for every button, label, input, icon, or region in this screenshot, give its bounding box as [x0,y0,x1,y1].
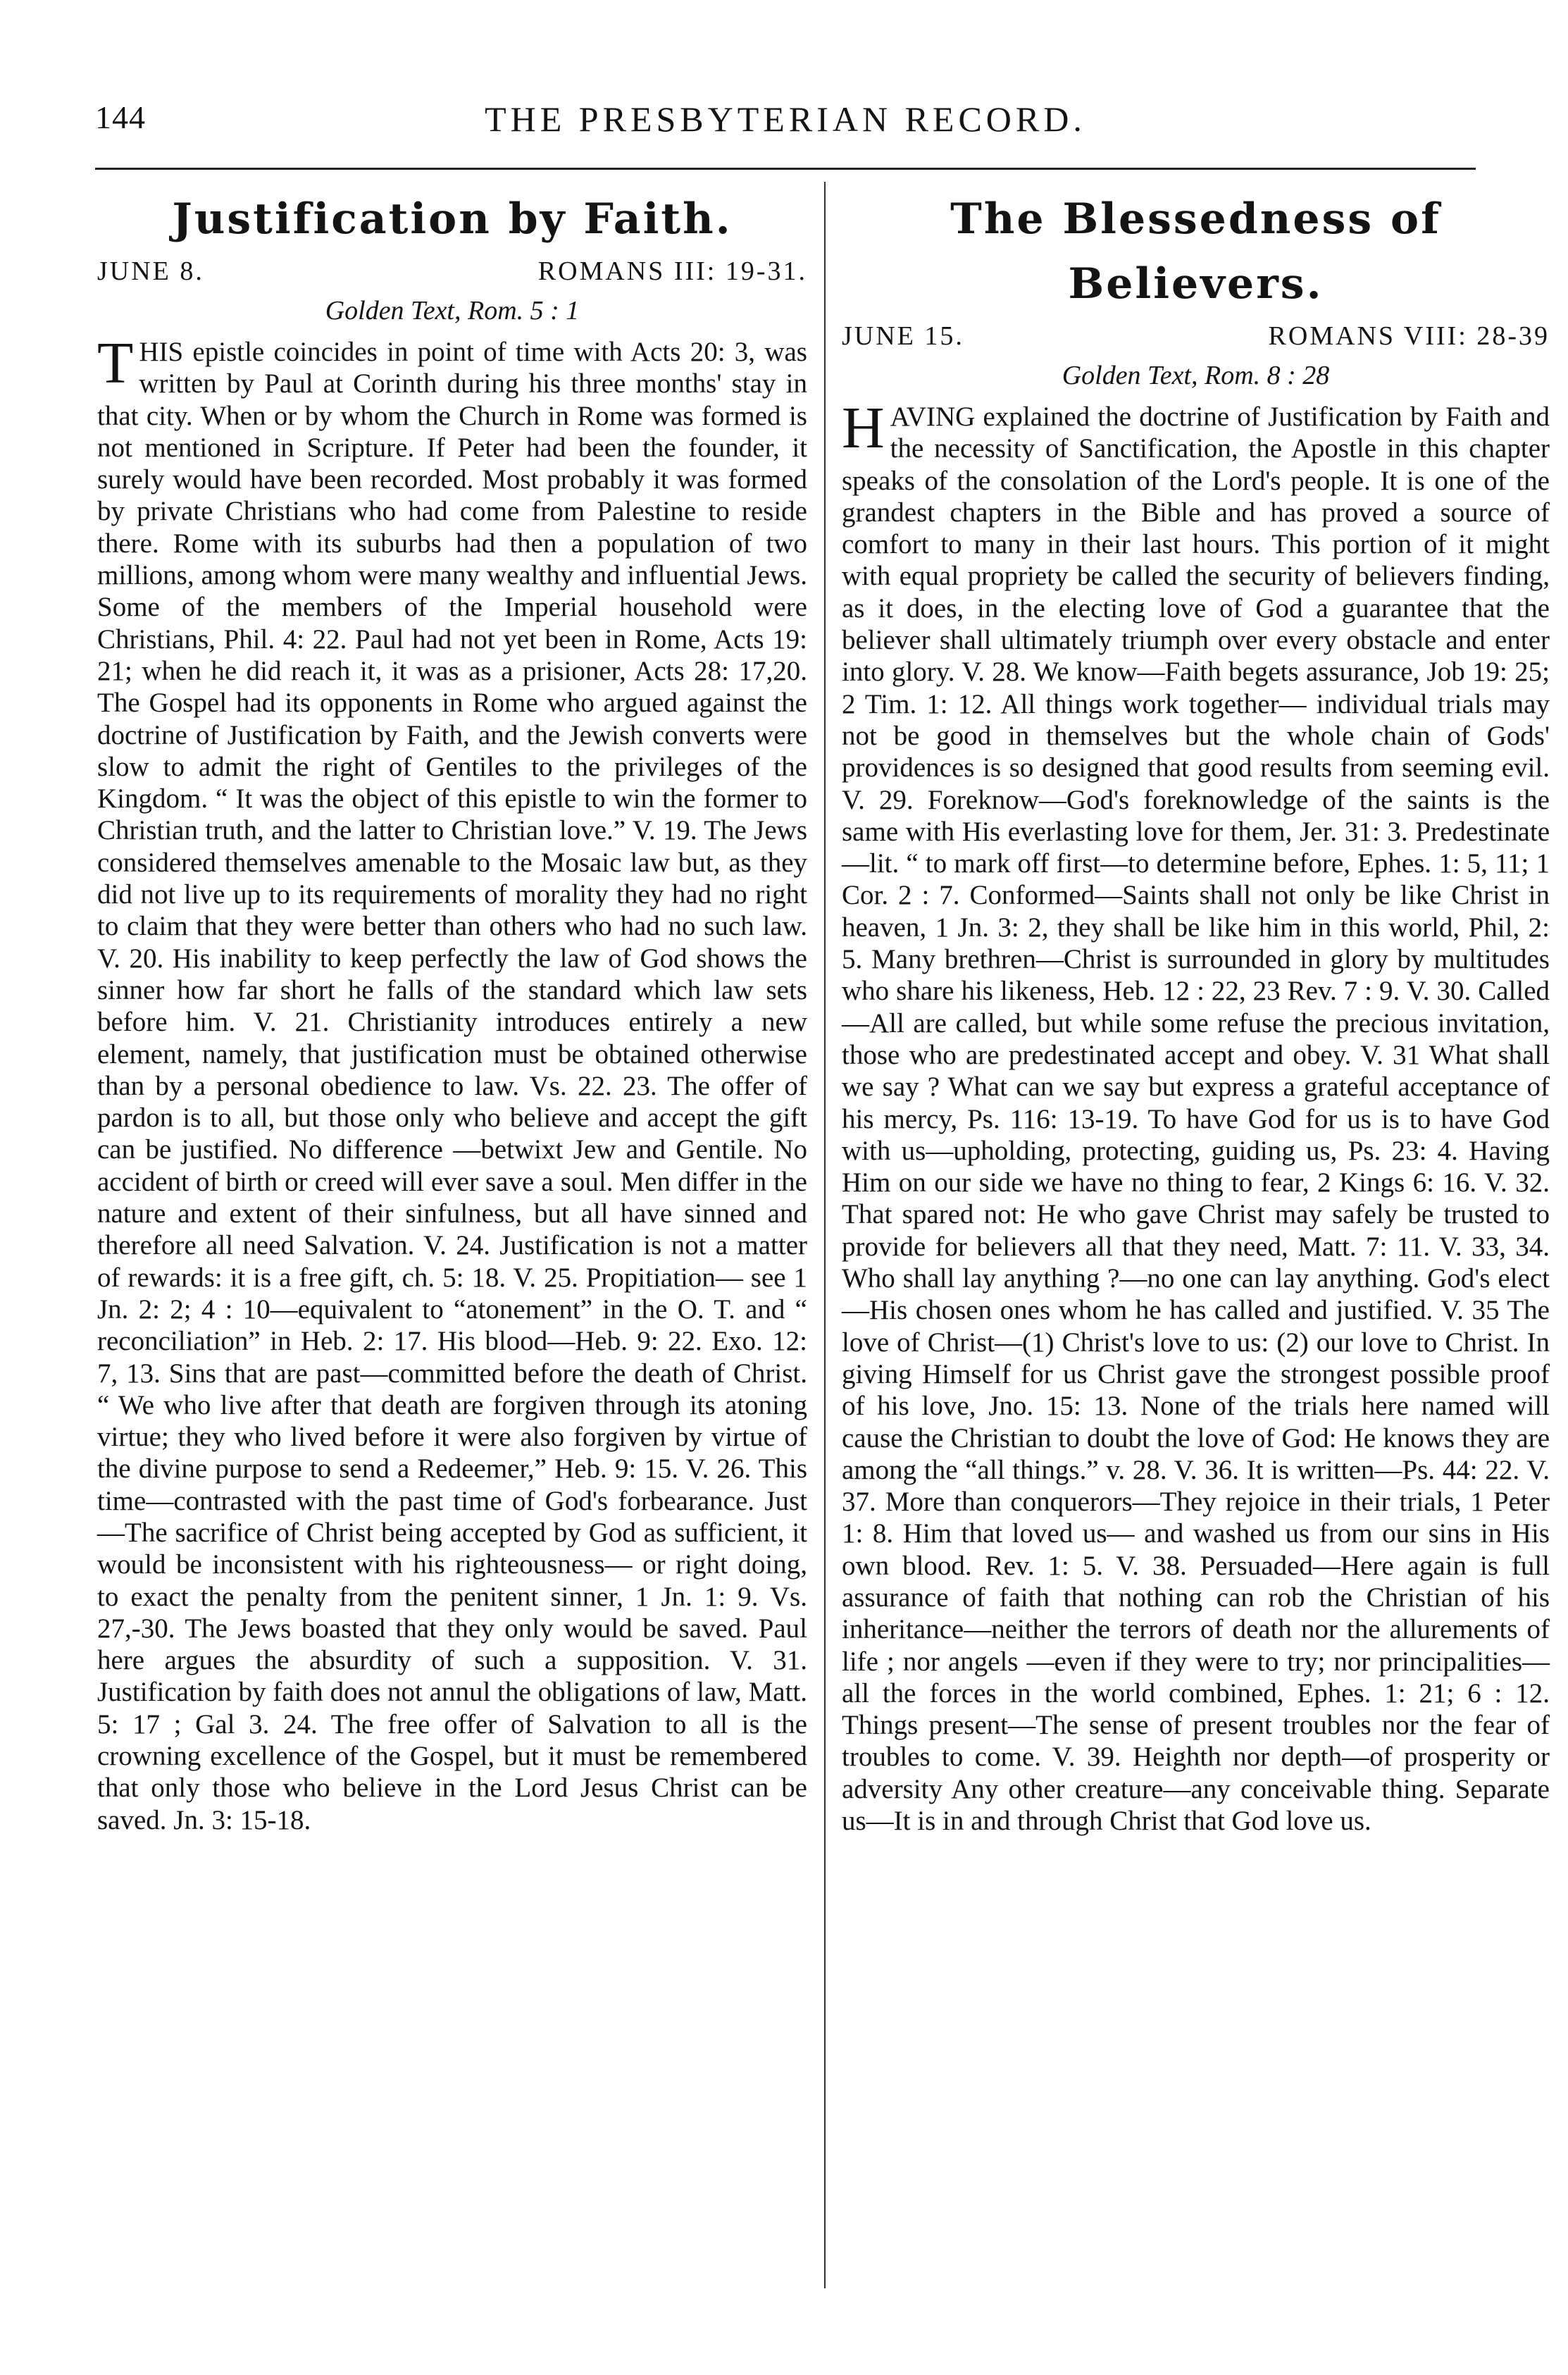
lesson-title: Justification by Faith. [172,194,733,244]
running-head [95,99,1476,148]
journal-title: THE PRESBYTERIAN RECORD. [485,99,1086,139]
lesson-title: The Blessedness of Believers. [950,194,1441,309]
lesson-column-right [842,187,1550,1837]
scripture-reference: ROMANS VIII: 28-39 [1268,321,1550,351]
lesson-meta [842,316,1550,356]
lesson-meta [97,252,807,291]
header-rule [95,168,1476,170]
lesson-body: THIS epistle coincides in point of time with Acts 20: 3, was written by Paul at Corinth during his three months' stay in that city. When or by whom the Church in Rome was formed is not mentioned in Scripture. If Peter had been the founder, it surely would have been recorded. Most probably it was formed by private Christians who had come from Palestine to reside there. Rome with its suburbs had then a population of two millions, among whom were many wealthy and influential Jews. Some of the members of the Imperial household were Christians, Phil. 4: 22. Paul had not yet been in Rome, Acts 19: 21; when he did reach it, it was as a prisioner, Acts 28: 17,20. The Gospel had its opponents in Rome who argued against the doctrine of Justification by Faith, and the Jewish converts were slow to admit the right of Gentiles to the privileges of the Kingdom. “ It was the object of this epistle to win the former to Christian truth, and the latter to Christian love.” V. 19. The Jews considered themselves amenable to the Mosaic law but, as they did not live up to its requirements of morality they had no right to claim that they were better than others who had no such law. V. 20. His inability to keep perfectly the law of God shows the sinner how far short he falls of the standard which law sets before him. V. 21. Christianity introduces entirely a new element, namely, that justification must be obtained otherwise than by a personal obedience to law. Vs. 22. 23. The offer of pardon is to all, but those only who believe and accept the gift can be justified. No difference —betwixt Jew and Gentile. No accident of birth or creed will ever save a soul. Men differ in the nature and extent of their sinfulness, but all have sinned and therefore all need Salvation. V. 24. Justification is not a matter of rewards: it is a free gift, ch. 5: 18. V. 25. Propitiation— see 1 Jn. 2: 2; 4 : 10—equivalent to “atonement” in the O. T. and “ reconciliation” in Heb. 2: 17. His blood—Heb. 9: 22. Exo. 12: 7, 13. Sins that are past—committed before the death of Christ. “ We who live after that death are forgiven through its atoning virtue; they who lived before it were also forgiven by virtue of the divine purpose to send a Redeemer,” Heb. 9: 15. V. 26. This time—contrasted with the past time of God's forbearance. Just—The sacrifice of Christ being accepted by God as sufficient, it would be inconsistent with his righteousness— or right doing, to exact the penalty from the penitent sinner, 1 Jn. 1: 9. Vs. 27,-30. The Jews boasted that they only would be saved. Paul here argues the absurdity of such a supposition. V. 31. Justification by faith does not annul the obligations of law, Matt. 5: 17 ; Gal 3. 24. The free offer of Salvation to all is the crowning excellence of the Gospel, but it must be remembered that only those who believe in the Lord Jesus Christ can be saved. Jn. 3: 15-18. [97,330,807,1835]
scripture-reference: ROMANS III: 19-31. [537,256,807,286]
column-divider [824,182,826,2288]
lesson-date: JUNE 15. [842,321,964,351]
golden-text: Golden Text, Rom. 8 : 28 [1062,361,1330,390]
page-number: 144 [95,99,146,135]
golden-text: Golden Text, Rom. 5 : 1 [325,296,580,325]
lesson-body: HAVING explained the doctrine of Justification by Faith and the necessity of Sanctification, the Apostle in this chapter speaks of the consolation of the Lord's people. It is one of the grandest chapters in the Bible and has proved a source of comfort to many in their last hours. This portion of it might with equal propriety be called the security of believers finding, as it does, in the electing love of God a guarantee that the believer shall ultimately triumph over every obstacle and enter into glory. V. 28. We know—Faith begets assurance, Job 19: 25; 2 Tim. 1: 12. All things work together— individual trials may not be good in themselves but the whole chain of Gods' providences is so designed that good results from seeming evil. V. 29. Foreknow—God's foreknowledge of the saints is the same with His everlasting love for them, Jer. 31: 3. Predestinate—lit. “ to mark off first—to determine before, Ephes. 1: 5, 11; 1 Cor. 2 : 7. Conformed—Saints shall not only be like Christ in heaven, 1 Jn. 3: 2, they shall be like him in this world, Phil, 2: 5. Many brethren—Christ is surrounded in glory by multitudes who share his likeness, Heb. 12 : 22, 23 Rev. 7 : 9. V. 30. Called—All are called, but while some refuse the precious invitation, those who are predestinated accept and obey. V. 31 What shall we say ? What can we say but express a grateful acceptance of his mercy, Ps. 116: 13-19. To have God for us is to have God with us—upholding, protecting, guiding us, Ps. 23: 4. Having Him on our side we have no thing to fear, 2 Kings 6: 16. V. 32. That spared not: He who gave Christ may safely be trusted to provide for believers all that they need, Matt. 7: 11. V. 33, 34. Who shall lay anything ?—no one can lay anything. God's elect—His chosen ones whom he has called and justified. V. 35 The love of Christ—(1) Christ's love to us: (2) our love to Christ. In giving Himself for us Christ gave the strongest possible proof of his love, Jno. 15: 13. None of the trials here named will cause the Christian to doubt the love of God: He knows they are among the “all things.” v. 28. V. 36. It is written—Ps. 44: 22. V. 37. More than conquerors—They rejoice in their trials, 1 Peter 1: 8. Him that loved us— and washed us from our sins in His own blood. Rev. 1: 5. V. 38. Persuaded—Here again is full assurance of faith that nothing can rob the Christian of his inheritance—neither the terrors of death nor the allurements of life ; nor angels —even if they were to try; nor principalities— all the forces in the world combined, Ephes. 1: 21; 6 : 12. Things present—The sense of present troubles nor the fear of troubles to come. V. 39. Heighth nor depth—of prosperity or adversity Any other creature—any conceivable thing. Separate us—It is in and through Christ that God love us. [842,395,1550,1837]
lesson-date: JUNE 8. [97,256,204,286]
lesson-column-left [97,187,807,1836]
